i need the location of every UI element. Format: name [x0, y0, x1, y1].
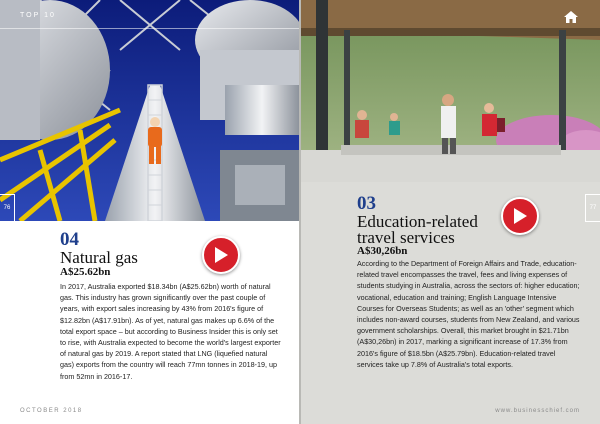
left-page: [0, 0, 299, 424]
item-title-line-2: travel services: [357, 228, 455, 247]
right-page: [301, 0, 600, 424]
item-title: Natural gas: [60, 248, 138, 267]
description-paragraph: In 2017, Australia exported $18.34bn (A$25.62bn) worth of natural gas. This industry has grown significantly over the past couple of years, with export sales increasing by 43% from 2016's figure of $12.82bn (A$17.91bn). As of yet, natural gas makes up 6.6% of the total export space – but according to Business Insider this is only set to rise, with Australia expected to become the world's largest exporter of natural gas by 2019. A report stated that LNG (liquefied natural gas) exports from the country will reach 77mn tonnes in 2018-19, up from 52mn in 2016-17.: [60, 282, 281, 381]
play-button[interactable]: [501, 197, 539, 235]
section-label: TOP 10: [20, 12, 56, 19]
header-rule: [0, 28, 299, 29]
gas-plant-illustration: [0, 0, 299, 221]
page-number-tab: 76: [0, 194, 15, 221]
play-icon: [513, 208, 527, 224]
description-paragraph: According to the Department of Foreign Affairs and Trade, education-related travel encompasses the travel, fees and living expenses of students studying in Australia, across the sectors of: higher education; vocational, education and training; English Language Intensive Courses for Overseas Students; as well as an 'other' segment which includes non-award courses, students from New Zealand, and various government scholarships. Overall, this market brought in $21.71bn (A$30,26bn) in 2017, marking a significant increase of 17.3% from 2016's figure of $18.5bn (A$25.79bn). Education-related travel services take up 7.8% of Australia's total exports.: [357, 259, 580, 369]
home-button[interactable]: [564, 10, 578, 28]
students-photo: [301, 0, 600, 182]
page-number-tab: 77: [585, 194, 600, 222]
play-icon: [214, 247, 228, 263]
website-footer[interactable]: www.businesschief.com: [495, 408, 580, 414]
campus-illustration: [301, 0, 600, 182]
item-value: A$25.62bn: [60, 266, 111, 278]
play-button[interactable]: [202, 236, 240, 274]
item-number: 04: [60, 229, 79, 250]
item-description: [60, 281, 282, 382]
item-value: A$30,26bn: [357, 245, 408, 257]
item-description: [357, 258, 583, 370]
natural-gas-photo: [0, 0, 299, 221]
issue-date-footer: OCTOBER 2018: [20, 408, 83, 414]
item-number: 03: [357, 193, 376, 214]
home-icon: [564, 11, 578, 23]
item-title-line-1: Education-related: [357, 212, 478, 231]
